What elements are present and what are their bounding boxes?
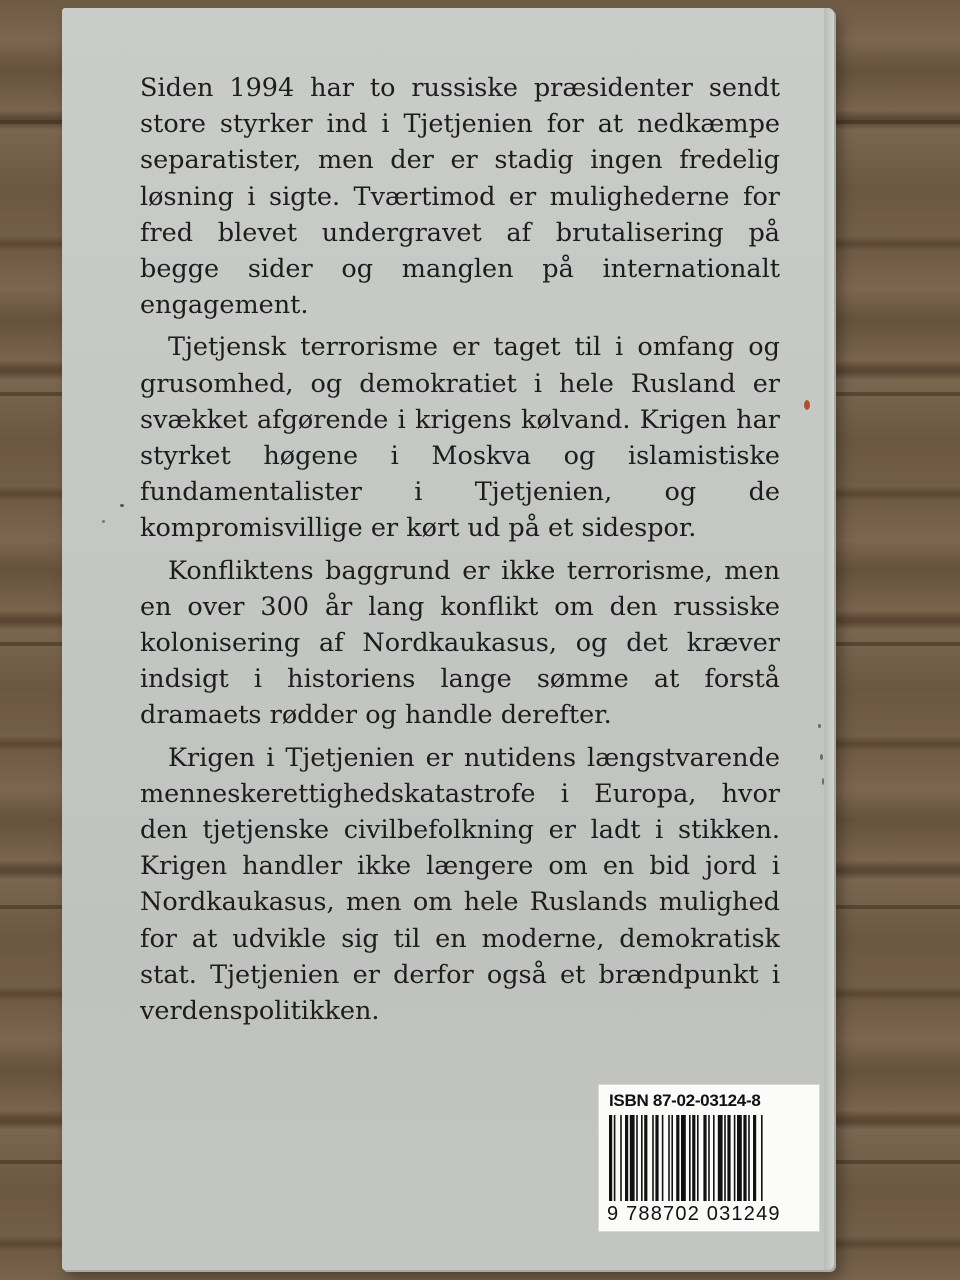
barcode-bar: [644, 1115, 647, 1201]
isbn-text: ISBN 87-02-03124-8: [609, 1091, 761, 1110]
barcode-label: [598, 1084, 820, 1232]
barcode-bar: [676, 1115, 679, 1201]
barcode-bar: [625, 1115, 628, 1201]
stain-mark: [818, 724, 821, 728]
ean-digits: 9 788702 031249: [607, 1203, 781, 1225]
barcode-bar: [641, 1115, 643, 1201]
blurb-paragraph: Siden 1994 har to russiske præsidenter sendt store styrker ind i Tjetjenien for at nedkæmpe separatister, men der er stadig ingen fredelig løsning i sigte. Tværtimod er mulighederne for fred blevet undergravet af brutalisering på begge sider og manglen på internationalt engagement.: [140, 73, 780, 321]
barcode-bar: [630, 1115, 635, 1201]
blurb-paragraph: Krigen i Tjetjenien er nutidens længstvarende menneskerettighedskatastrofe i Europa, hvor den tjetjenske civilbefolkning er ladt i stikken. Krigen handler ikke længere om en bid jord i Nordkaukasus, men om hele Ruslands mulighed for at udvikle sig til en moderne, demokratisk stat. Tjetjenien er derfor også et brændpunkt i verdenspolitikken.: [140, 742, 780, 1027]
barcode-bar: [655, 1115, 658, 1201]
book-back-cover: [62, 8, 834, 1270]
barcode-bar: [681, 1115, 686, 1201]
barcode-bar: [668, 1115, 670, 1201]
stain-mark: [120, 504, 124, 507]
barcode-bar: [753, 1115, 756, 1201]
blurb-text: [140, 70, 780, 1029]
barcode-bar: [697, 1115, 699, 1201]
barcode-bar: [727, 1115, 730, 1201]
barcode-bar: [636, 1115, 638, 1201]
barcode-bar: [708, 1115, 710, 1201]
stain-mark: [804, 400, 810, 410]
barcode-bar: [743, 1115, 746, 1201]
barcode-bar: [620, 1115, 622, 1201]
blurb-paragraph: Tjetjensk terrorisme er taget til i omfang og grusomhed, og demokratiet i hele Rusland er svækket afgørende i krigens kølvand. Krigen har styrket høgene i Moskva og islamistiske fundamentalister i Tjetjenien, og de kompromisvillige er kørt ud på et sidespor.: [140, 332, 780, 544]
barcode-bar: [652, 1115, 654, 1201]
stain-mark: [822, 778, 824, 785]
barcode-bar: [662, 1115, 664, 1201]
barcode-bar: [724, 1115, 726, 1201]
barcode-bar: [761, 1115, 763, 1201]
barcode-bar: [748, 1115, 750, 1201]
barcode-bar: [614, 1115, 616, 1201]
barcode-bar: [609, 1115, 612, 1201]
barcode-bar: [737, 1115, 742, 1201]
blurb-paragraph: Konfliktens baggrund er ikke terrorisme, men en over 300 år lang konflikt om den russiske kolonisering af Nordkaukasus, og det kræver indsigt i historiens lange sømme at forstå dramaets rødder og handle derefter.: [140, 555, 780, 731]
barcode-bar: [671, 1115, 673, 1201]
barcode-bar: [734, 1115, 736, 1201]
stain-mark: [820, 754, 823, 760]
barcode-bar: [713, 1115, 715, 1201]
barcode-icon: [609, 1115, 809, 1203]
book-page-edge: [824, 8, 834, 1270]
barcode-bar: [689, 1115, 691, 1201]
barcode-bar: [718, 1115, 723, 1201]
barcode-bar: [703, 1115, 706, 1201]
stain-mark: [102, 520, 105, 523]
barcode-bar: [692, 1115, 695, 1201]
